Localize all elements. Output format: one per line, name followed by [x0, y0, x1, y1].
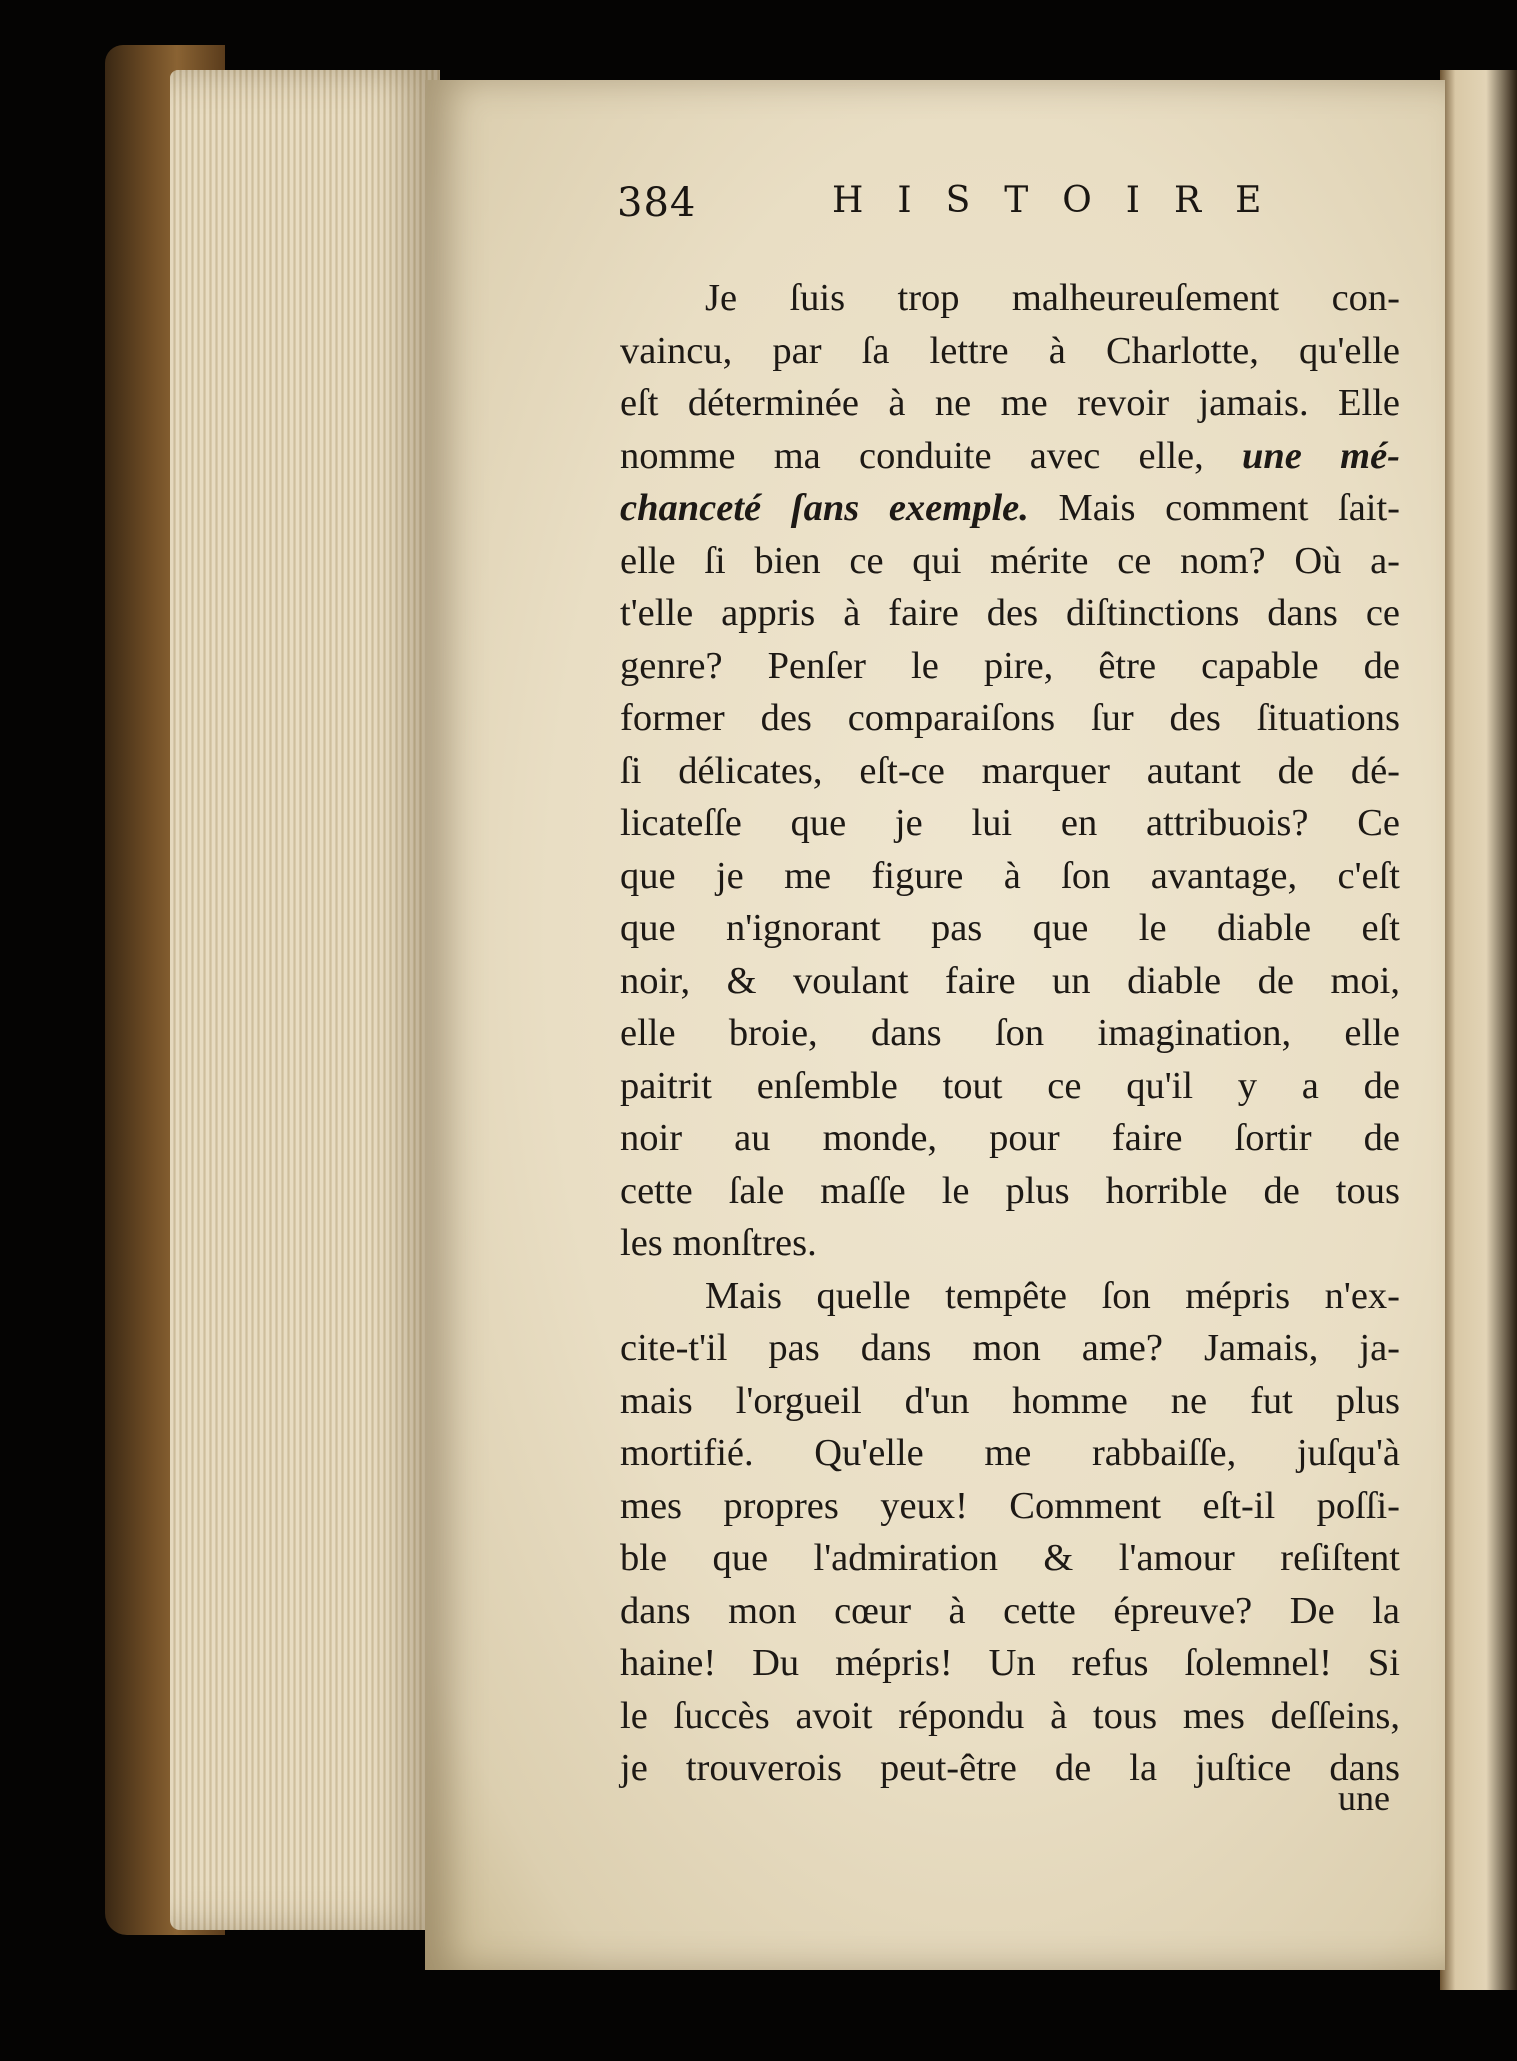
text-line — [620, 430, 1400, 483]
text-line — [620, 482, 1400, 535]
text-line: mes propres yeux! Comment eſt-il poſſi- — [620, 1484, 1400, 1527]
text-line: eſt déterminée à ne me revoir jamais. Elle — [620, 382, 1400, 424]
text-line: haine! Du mépris! Un refus ſolemnel! Si — [620, 1642, 1400, 1684]
body-text — [620, 272, 1400, 1795]
catchword: une — [1338, 1778, 1390, 1818]
text-line: noir au monde, pour faire ſortir de — [620, 1117, 1400, 1159]
text-line: Mais quelle tempête ſon mépris n'ex- — [705, 1274, 1400, 1317]
italic-segment: une mé- — [1241, 434, 1400, 477]
text-line: mais l'orgueil d'un homme ne fut plus — [620, 1379, 1400, 1422]
text-line: elle ſi bien ce qui mérite ce nom? Où a- — [620, 539, 1400, 582]
text-line: genre? Penſer le pire, être capable de — [620, 644, 1400, 687]
running-title: HISTOIRE — [832, 180, 1296, 221]
page-edges — [170, 70, 440, 1930]
text-line: je trouverois peut-être de la juſtice dans — [620, 1747, 1400, 1789]
text-line: vaincu, par ſa lettre à Charlotte, qu'elle — [620, 329, 1400, 372]
text-segment: nomme ma conduite avec elle, — [620, 434, 1242, 477]
facing-page-edge — [1440, 70, 1517, 1990]
text-line: ſi délicates, eſt-ce marquer autant de dé- — [620, 749, 1400, 792]
text-line: cite-t'il pas dans mon ame? Jamais, ja- — [620, 1327, 1400, 1369]
text-line: elle broie, dans ſon imagination, elle — [620, 1012, 1400, 1054]
text-line: t'elle appris à faire des diſtinctions dans ce — [620, 592, 1400, 634]
text-line: licateſſe que je lui en attribuois? Ce — [620, 802, 1400, 844]
text-segment: Mais comment ſait- — [1028, 487, 1401, 529]
text-line: former des comparaiſons ſur des ſituations — [620, 697, 1400, 739]
running-head — [617, 180, 1317, 240]
italic-segment: chanceté ſans exemple. — [620, 487, 1029, 529]
text-line: dans mon cœur à cette épreuve? De la — [620, 1589, 1400, 1632]
text-line: mortifié. Qu'elle me rabbaiſſe, juſqu'à — [620, 1432, 1400, 1474]
text-line: cette ſale maſſe le plus horrible de tous — [620, 1169, 1400, 1212]
text-line: que je me figure à ſon avantage, c'eſt — [620, 854, 1400, 897]
text-line: noir, & voulant faire un diable de moi, — [620, 959, 1400, 1002]
text-line: ble que l'admiration & l'amour reſiſtent — [620, 1537, 1400, 1579]
text-line: Je ſuis trop malheureuſement con- — [705, 277, 1400, 319]
page-number: 384 — [617, 180, 697, 226]
text-line: le ſuccès avoit répondu à tous mes deſſeins, — [620, 1694, 1400, 1737]
text-line: paitrit enſemble tout ce qu'il y a de — [620, 1064, 1400, 1107]
text-line: que n'ignorant pas que le diable eſt — [620, 907, 1400, 949]
text-line: les monſtres. — [620, 1222, 817, 1264]
